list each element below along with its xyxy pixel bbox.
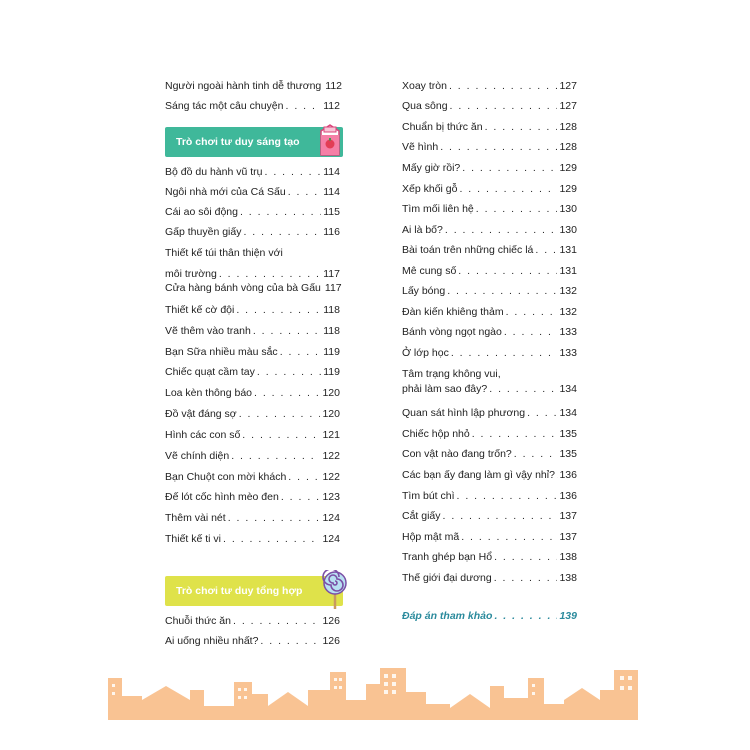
- entry-page: 138: [559, 551, 577, 563]
- entry-page: 119: [323, 346, 340, 358]
- toc-entry: [402, 403, 577, 424]
- entry-title: phải làm sao đây?: [402, 382, 488, 395]
- toc-entry: [165, 467, 340, 488]
- entry-page: 118: [323, 304, 340, 316]
- section-heading-text: Trò chơi tư duy tổng hợp: [176, 585, 303, 597]
- toc-entry: [402, 240, 577, 261]
- toc-entry: [402, 199, 577, 220]
- section-heading-general: [165, 576, 343, 606]
- entry-title: Gấp thuyền giấy: [165, 226, 242, 238]
- entry-page: 117: [324, 282, 342, 294]
- toc-entry: [165, 425, 340, 446]
- toc-entry: [165, 404, 340, 425]
- entry-title: Sáng tác một câu chuyện: [165, 100, 284, 112]
- toc-entry: [165, 342, 340, 363]
- entry-title: Hộp mật mã: [402, 531, 460, 543]
- entry-page: 134: [559, 407, 577, 419]
- entry-title: Qua sông: [402, 100, 448, 112]
- toc-entry: [402, 117, 577, 138]
- toc-entry: [165, 300, 340, 321]
- entry-title: Ai là bố?: [402, 224, 443, 236]
- entry-title: Cái ao sôi động: [165, 206, 238, 218]
- entry-page: 116: [323, 226, 340, 238]
- toc-entry: [165, 446, 340, 467]
- toc-entry: [165, 529, 340, 550]
- entry-title: Vẽ chính diện: [165, 450, 230, 462]
- entry-title: Cắt giấy: [402, 510, 441, 522]
- entry-page: 137: [559, 531, 577, 543]
- entry-page: 114: [323, 166, 340, 178]
- entry-title: Con vật nào đang trốn?: [402, 448, 512, 460]
- entry-page: 130: [559, 203, 577, 215]
- entry-page: 124: [322, 512, 340, 524]
- toc-entry: [402, 76, 577, 97]
- toc-entry: [165, 611, 340, 632]
- entry-page: 121: [322, 429, 340, 441]
- entry-title: môi trường: [165, 267, 217, 280]
- entry-page: 136: [559, 490, 577, 502]
- toc-entry: [402, 527, 577, 548]
- entry-title: Đàn kiến khiêng thảm: [402, 306, 504, 318]
- entry-page: 118: [323, 325, 340, 337]
- entry-page: 132: [559, 285, 577, 297]
- toc-entry: [402, 364, 577, 399]
- entry-title: Tìm mối liên hệ: [402, 203, 474, 215]
- entry-page: 126: [322, 635, 340, 647]
- entry-page: 117: [323, 267, 340, 280]
- toc-entry: [402, 486, 577, 507]
- entry-page: 129: [559, 183, 577, 195]
- entry-title: Bạn Chuột con mời khách: [165, 471, 287, 483]
- entry-page: 131: [559, 265, 577, 277]
- entry-page: 112: [325, 80, 343, 92]
- toc-entry: [165, 321, 340, 342]
- entry-page: 115: [323, 206, 340, 218]
- entry-page: 129: [559, 162, 577, 174]
- entry-page: 128: [559, 141, 577, 153]
- toc-entry: [402, 465, 577, 486]
- entry-title: Chiếc quạt cầm tay: [165, 366, 255, 378]
- entry-title: Mấy giờ rồi?: [402, 162, 461, 174]
- toc-entry: [402, 158, 577, 179]
- city-skyline-illustration: [108, 660, 638, 720]
- toc-entry: [402, 506, 577, 527]
- entry-title: Ở lớp học: [402, 347, 449, 359]
- lollipop-icon: [320, 570, 350, 610]
- toc-entry: [402, 322, 577, 343]
- section-heading-text: Trò chơi tư duy sáng tạo: [176, 136, 300, 148]
- entry-page: 127: [559, 80, 577, 92]
- entry-title: Chuẩn bị thức ăn: [402, 121, 483, 133]
- toc-entry: [165, 362, 340, 383]
- toc-entry: [402, 261, 577, 282]
- entry-page: 126: [322, 615, 340, 627]
- entry-page: 138: [559, 572, 577, 584]
- entry-title: Vẽ thêm vào tranh: [165, 325, 251, 337]
- toc-entry: [402, 302, 577, 323]
- entry-title: Đế lót cốc hình mèo đen: [165, 491, 279, 503]
- toc-entry: [402, 96, 577, 117]
- toc-entry: [402, 444, 577, 465]
- entry-page: 124: [322, 533, 340, 545]
- toc-entry: [402, 343, 577, 364]
- entry-page: 128: [559, 121, 577, 133]
- entry-title: Đồ vật đáng sợ: [165, 408, 237, 420]
- entry-page: 114: [323, 186, 340, 198]
- entry-title: Hình các con số: [165, 429, 241, 441]
- entry-title: Bộ đồ du hành vũ trụ: [165, 166, 263, 178]
- entry-page: 120: [322, 387, 340, 399]
- toc-entry: [165, 278, 340, 299]
- toc-entry: [165, 222, 340, 243]
- toc-entry: [165, 202, 340, 223]
- entry-title: Quan sát hình lập phương: [402, 407, 526, 419]
- entry-page: 122: [322, 471, 340, 483]
- entry-page: 123: [322, 491, 340, 503]
- entry-title: Người ngoài hành tinh dễ thương: [165, 80, 322, 92]
- entry-title: Ngôi nhà mới của Cá Sấu: [165, 186, 286, 198]
- entry-page: 135: [559, 448, 577, 460]
- toc-entry-answers: [402, 606, 577, 627]
- entry-page: 133: [559, 326, 577, 338]
- entry-title: Các bạn ấy đang làm gì vậy nhỉ?: [402, 469, 555, 481]
- toc-entry: [165, 383, 340, 404]
- entry-title: Thêm vài nét: [165, 512, 226, 524]
- entry-page: 112: [323, 100, 340, 112]
- entry-title: Bánh vòng ngọt ngào: [402, 326, 502, 338]
- entry-title: Vẽ hình: [402, 141, 439, 153]
- entry-title: Chiếc hộp nhỏ: [402, 428, 470, 440]
- toc-entry: [165, 508, 340, 529]
- entry-page: 137: [559, 510, 577, 522]
- entry-title: Bài toán trên những chiếc lá: [402, 244, 534, 256]
- toc-entry: [165, 182, 340, 203]
- toc-entry: [165, 76, 343, 97]
- entry-title-line1: Tâm trạng không vui,: [402, 368, 501, 380]
- entry-title: Ai uống nhiều nhất?: [165, 635, 259, 647]
- entry-title: Loa kèn thông báo: [165, 387, 252, 399]
- toc-entry: [402, 424, 577, 445]
- entry-page: 136: [559, 469, 577, 481]
- entry-page: 131: [559, 244, 577, 256]
- entry-title: Mê cung số: [402, 265, 457, 277]
- entry-title: Chuỗi thức ăn: [165, 615, 231, 627]
- entry-title: Thế giới đại dương: [402, 572, 492, 584]
- toc-entry: [402, 547, 577, 568]
- toc-entry: [165, 162, 340, 183]
- entry-page: 139: [559, 610, 577, 622]
- entry-title: Tranh ghép bạn Hổ: [402, 551, 493, 563]
- toc-entry: [402, 220, 577, 241]
- toc-entry: [165, 487, 340, 508]
- toc-entry: [402, 281, 577, 302]
- entry-title: Tìm bút chì: [402, 490, 455, 502]
- entry-title-line1: Thiết kế túi thân thiện với: [165, 247, 283, 259]
- toc-entry: [402, 137, 577, 158]
- entry-page: 119: [323, 366, 340, 378]
- entry-page: 133: [559, 347, 577, 359]
- entry-page: 130: [559, 224, 577, 236]
- toc-entry: [165, 631, 340, 652]
- entry-page: 135: [559, 428, 577, 440]
- entry-title: Xếp khối gỗ: [402, 183, 458, 195]
- entry-title: Thiết kế ti vi: [165, 533, 222, 545]
- entry-page: 132: [559, 306, 577, 318]
- entry-title: Cửa hàng bánh vòng của bà Gấu: [165, 282, 321, 294]
- entry-title: Lấy bóng: [402, 285, 446, 297]
- toc-entry: [402, 179, 577, 200]
- entry-page: 120: [322, 408, 340, 420]
- toc-entry: [165, 96, 340, 117]
- milk-carton-icon: [315, 123, 345, 157]
- entry-page: 127: [559, 100, 577, 112]
- entry-title: Xoay tròn: [402, 80, 447, 92]
- entry-title: Đáp án tham khảo: [402, 610, 493, 622]
- entry-title: Bạn Sữa nhiều màu sắc: [165, 346, 278, 358]
- entry-title: Thiết kế cờ đội: [165, 304, 235, 316]
- entry-page: 134: [559, 382, 577, 395]
- toc-entry: [402, 568, 577, 589]
- entry-page: 122: [322, 450, 340, 462]
